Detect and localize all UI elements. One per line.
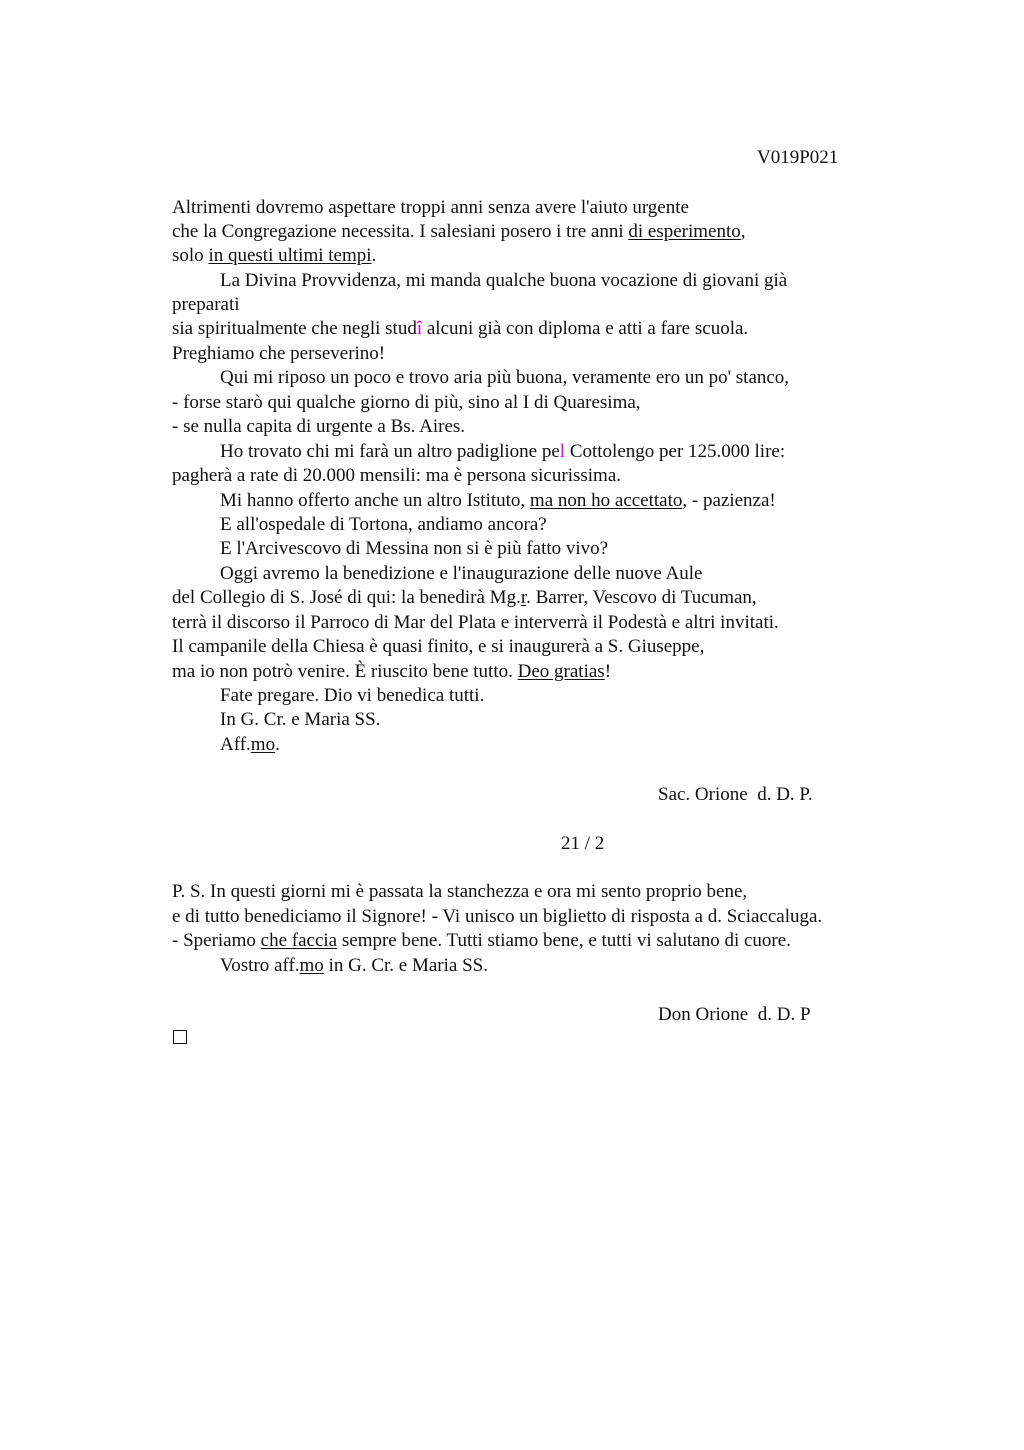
text: alcuni già con diploma e atti a fare scuola. [422, 318, 749, 339]
letter-line [220, 440, 785, 464]
text: P. S. In questi giorni mi è passata la stanchezza e ora mi sento proprio bene, [172, 881, 748, 902]
underlined-text: Deo gratias [517, 661, 605, 682]
text: . [371, 245, 377, 266]
text: Fate pregare. Dio vi benedica tutti. [220, 685, 485, 706]
letter-line [172, 317, 748, 341]
letter-line [220, 708, 380, 732]
text: E l'Arcivescovo di Messina non si è più fatto vivo? [220, 538, 609, 559]
postscript-line [172, 880, 747, 904]
postscript-signature: Don Orione d. D. P [658, 1004, 811, 1025]
letter-line [172, 586, 757, 610]
postscript-line [172, 929, 791, 953]
letter-line [172, 196, 689, 220]
text: preparati [172, 294, 240, 315]
letter-line [172, 220, 746, 244]
text: In G. Cr. e Maria SS. [220, 709, 381, 730]
letter-line [172, 342, 385, 366]
text: , - pazienza! [682, 490, 776, 511]
text: - se nulla capita di urgente a Bs. Aires. [172, 416, 466, 437]
letter-line [220, 366, 789, 390]
text: Oggi avremo la benedizione e l'inaugurazione delle nuove Aule [220, 563, 703, 584]
text: Preghiamo che perseverino! [172, 343, 386, 364]
postscript-line [172, 905, 822, 929]
underlined-text: mo [250, 734, 276, 755]
letter-line [220, 513, 547, 537]
text: del Collegio di S. José di qui: la benedirà Mg. [172, 587, 521, 608]
highlighted-char: l [559, 441, 566, 462]
letter-line [172, 415, 465, 439]
text: solo [172, 245, 209, 266]
letter-line [172, 464, 621, 488]
text: Altrimenti dovremo aspettare troppi anni senza avere l'aiuto urgente [172, 197, 689, 218]
text: Il campanile della Chiesa è quasi finito, e si inaugurerà a S. Giuseppe, [172, 636, 705, 657]
text: ! [604, 661, 612, 682]
letter-line [172, 293, 240, 317]
text: e di tutto benediciamo il Signore! - Vi unisco un biglietto di risposta a d. Sciaccaluga. [172, 906, 823, 927]
letter-line [172, 244, 376, 268]
underlined-text: in questi ultimi tempi [208, 245, 372, 266]
letter-line [220, 489, 776, 513]
text: Qui mi riposo un poco e trovo aria più buona, veramente ero un po' stanco, [220, 367, 790, 388]
letter-signature: Sac. Orione d. D. P. [658, 784, 813, 805]
text: sempre bene. Tutti stiamo bene, e tutti vi salutano di cuore. [337, 930, 791, 951]
underlined-text: r [520, 587, 527, 608]
letter-line [220, 537, 608, 561]
underlined-text: che faccia [260, 930, 338, 951]
underlined-text: mo [299, 955, 324, 976]
letter-line [172, 635, 704, 659]
text: . [275, 734, 280, 755]
text: terrà il discorso il Parroco di Mar del Plata e interverrà il Podestà e altri invitati. [172, 612, 779, 633]
postscript-line [220, 954, 488, 978]
letter-line [172, 660, 611, 684]
text: Aff. [220, 734, 251, 755]
highlighted-char: î [416, 318, 423, 339]
underlined-text: di esperimento [628, 221, 741, 242]
letter-line [220, 684, 484, 708]
letter-line [220, 733, 280, 757]
text: - Speriamo [172, 930, 261, 951]
letter-date: 21 / 2 [561, 833, 605, 854]
text: La Divina Provvidenza, mi manda qualche buona vocazione di giovani già [220, 270, 788, 291]
text: ma io non potrò venire. È riuscito bene tutto. [172, 661, 518, 682]
text: , [740, 221, 746, 242]
letter-line [172, 611, 779, 635]
letter-line [220, 269, 787, 293]
text: - forse starò qui qualche giorno di più, sino al I di Quaresima, [172, 392, 641, 413]
text: Ho trovato chi mi farà un altro padiglione pe [220, 441, 560, 462]
text: sia spiritualmente che negli stud [172, 318, 417, 339]
end-marker-box-icon [173, 1030, 187, 1044]
text: in G. Cr. e Maria SS. [323, 955, 488, 976]
text: Mi hanno offerto anche un altro Istituto, [220, 490, 530, 511]
letter-line [220, 562, 702, 586]
text: Cottolengo per 125.000 lire: [565, 441, 786, 462]
letter-line [172, 391, 641, 415]
document-reference: V019P021 [757, 147, 839, 168]
text: pagherà a rate di 20.000 mensili: ma è persona sicurissima. [172, 465, 622, 486]
text: Vostro aff. [220, 955, 300, 976]
underlined-text: ma non ho accettato [529, 490, 683, 511]
text: che la Congregazione necessita. I salesiani posero i tre anni [172, 221, 629, 242]
text: E all'ospedale di Tortona, andiamo ancora? [220, 514, 547, 535]
text: . Barrer, Vescovo di Tucuman, [526, 587, 757, 608]
